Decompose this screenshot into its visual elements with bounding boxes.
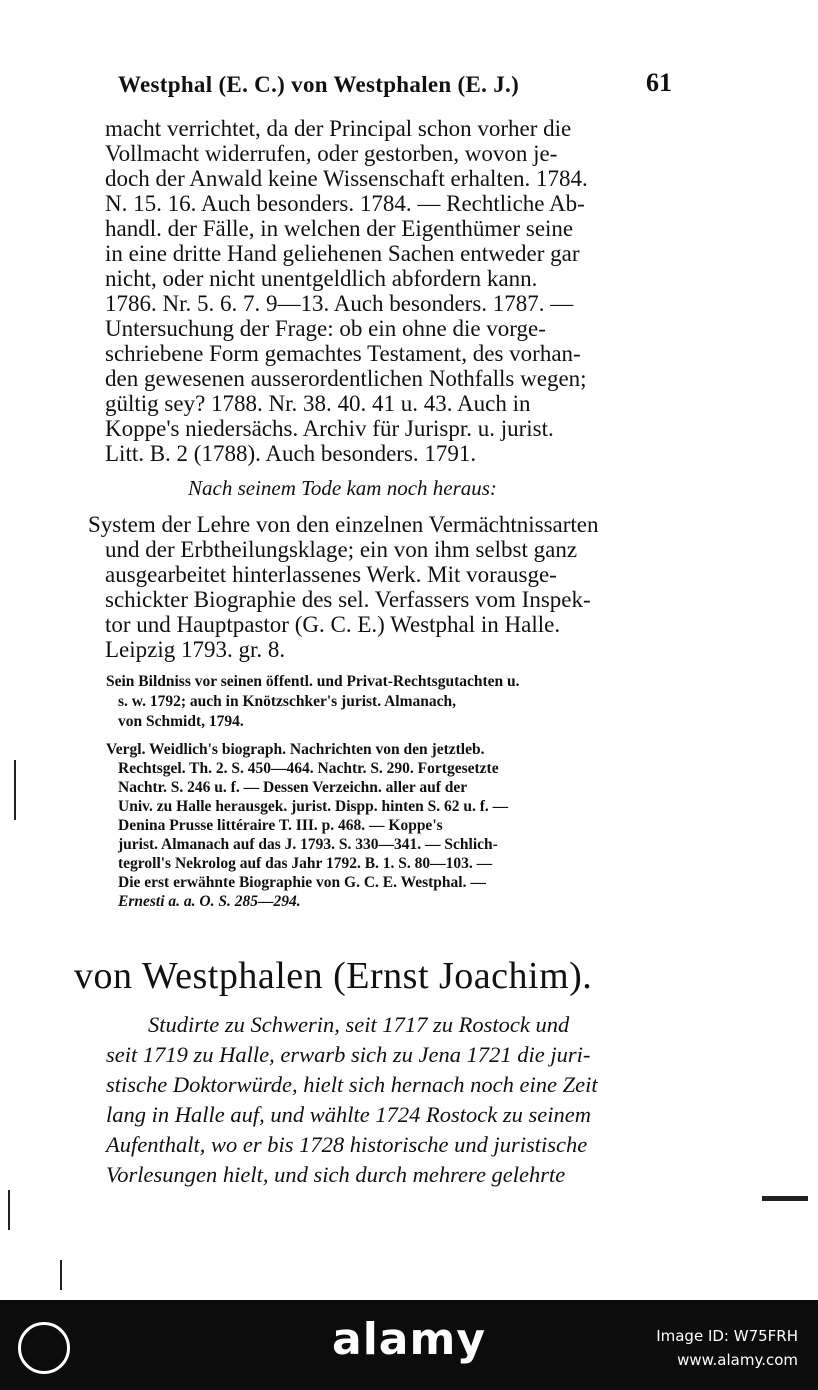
work-line: System der Lehre von den einzelnen Vermächtnissarten	[88, 512, 599, 537]
portrait-note-line: Sein Bildniss vor seinen öffentl. und Privat-Rechtsgutachten u.	[106, 673, 520, 690]
text-line: den gewesenen ausserordentlichen Nothfalls wegen;	[105, 366, 587, 391]
text-line: gültig sey? 1788. Nr. 38. 40. 41 u. 43. Auch in	[105, 391, 531, 416]
posthumous-heading: Nach seinem Tode kam noch heraus:	[188, 476, 497, 500]
work-line: Leipzig 1793. gr. 8.	[105, 637, 286, 662]
portrait-note-line: s. w. 1792; auch in Knötzschker's jurist. Almanach,	[118, 693, 457, 710]
text-line: Koppe's niedersächs. Archiv für Jurispr. u. jurist.	[105, 416, 554, 441]
bio-line: Aufenthalt, wo er bis 1728 historische und juristische	[106, 1132, 588, 1157]
text-line: Litt. B. 2 (1788). Auch besonders. 1791.	[105, 441, 477, 466]
bio-line: Vorlesungen hielt, und sich durch mehrere gelehrte	[106, 1162, 566, 1187]
image-id: Image ID: W75FRH	[656, 1327, 798, 1345]
text-line: in eine dritte Hand geliehenen Sachen entweder gar	[105, 241, 580, 266]
work-line: und der Erbtheilungsklage; ein von ihm selbst ganz	[105, 537, 578, 562]
brand-logo-icon	[18, 1322, 70, 1374]
header-title: Westphal (E. C.) von Westphalen (E. J.)	[118, 72, 520, 97]
portrait-note-line: von Schmidt, 1794.	[118, 713, 244, 730]
text-line: Untersuchung der Frage: ob ein ohne die vorge-	[105, 316, 546, 341]
page-number: 61	[646, 68, 672, 97]
work-line: tor und Hauptpastor (G. C. E.) Westphal in Halle.	[105, 612, 561, 637]
brand-logo: alamy	[332, 1314, 486, 1365]
scan-mark	[60, 1260, 62, 1290]
scan-mark	[8, 1190, 10, 1230]
text-line: handl. der Fälle, in welchen der Eigenthümer seine	[105, 216, 574, 241]
text-line: schriebene Form gemachtes Testament, des vorhan-	[105, 341, 581, 366]
reference-line: Ernesti a. a. O. S. 285—294.	[118, 893, 301, 910]
bio-line: stische Doktorwürde, hielt sich hernach noch eine Zeit	[106, 1072, 598, 1097]
bio-line: lang in Halle auf, und wählte 1724 Rostock zu seinem	[106, 1102, 591, 1127]
bio-line: seit 1719 zu Halle, erwarb sich zu Jena 1721 die juri-	[106, 1042, 591, 1067]
bio-line: Studirte zu Schwerin, seit 1717 zu Rostock und	[148, 1012, 570, 1037]
text-line: 1786. Nr. 5. 6. 7. 9—13. Auch besonders. 1787. —	[105, 291, 574, 316]
work-line: ausgearbeitet hinterlassenes Werk. Mit vorausge-	[105, 562, 557, 587]
text-line: nicht, oder nicht unentgeldlich abfordern kann.	[105, 266, 538, 291]
site-url: www.alamy.com	[677, 1351, 798, 1369]
reference-line: Denina Prusse littéraire T. III. p. 468. — Koppe's	[118, 817, 443, 834]
text-line: Vollmacht widerrufen, oder gestorben, wovon je-	[105, 141, 558, 166]
reference-line: Die erst erwähnte Biographie von G. C. E. Westphal. —	[118, 874, 486, 891]
entry-heading: von Westphalen (Ernst Joachim).	[74, 955, 593, 997]
scan-mark	[14, 760, 16, 820]
watermark-footer	[0, 1300, 818, 1390]
work-line: schickter Biographie des sel. Verfassers vom Inspek-	[105, 587, 591, 612]
image-meta	[656, 1324, 798, 1372]
reference-line: Nachtr. S. 246 u. f. — Dessen Verzeichn. aller auf der	[118, 779, 468, 796]
text-line: macht verrichtet, da der Principal schon vorher die	[105, 116, 572, 141]
text-line: doch der Anwald keine Wissenschaft erhalten. 1784.	[105, 166, 588, 191]
reference-line: tegroll's Nekrolog auf das Jahr 1792. B. 1. S. 80—103. —	[118, 855, 493, 872]
scan-mark	[762, 1196, 808, 1201]
text-line: N. 15. 16. Auch besonders. 1784. — Rechtliche Ab-	[105, 191, 585, 216]
running-header	[112, 68, 672, 108]
reference-line: Univ. zu Halle herausgek. jurist. Dispp. hinten S. 62 u. f. —	[118, 798, 509, 815]
reference-line: jurist. Almanach auf das J. 1793. S. 330—341. — Schlich-	[118, 836, 498, 853]
reference-line: Rechtsgel. Th. 2. S. 450—464. Nachtr. S. 290. Fortgesetzte	[118, 760, 499, 777]
reference-line: Vergl. Weidlich's biograph. Nachrichten von den jetztleb.	[106, 741, 485, 758]
